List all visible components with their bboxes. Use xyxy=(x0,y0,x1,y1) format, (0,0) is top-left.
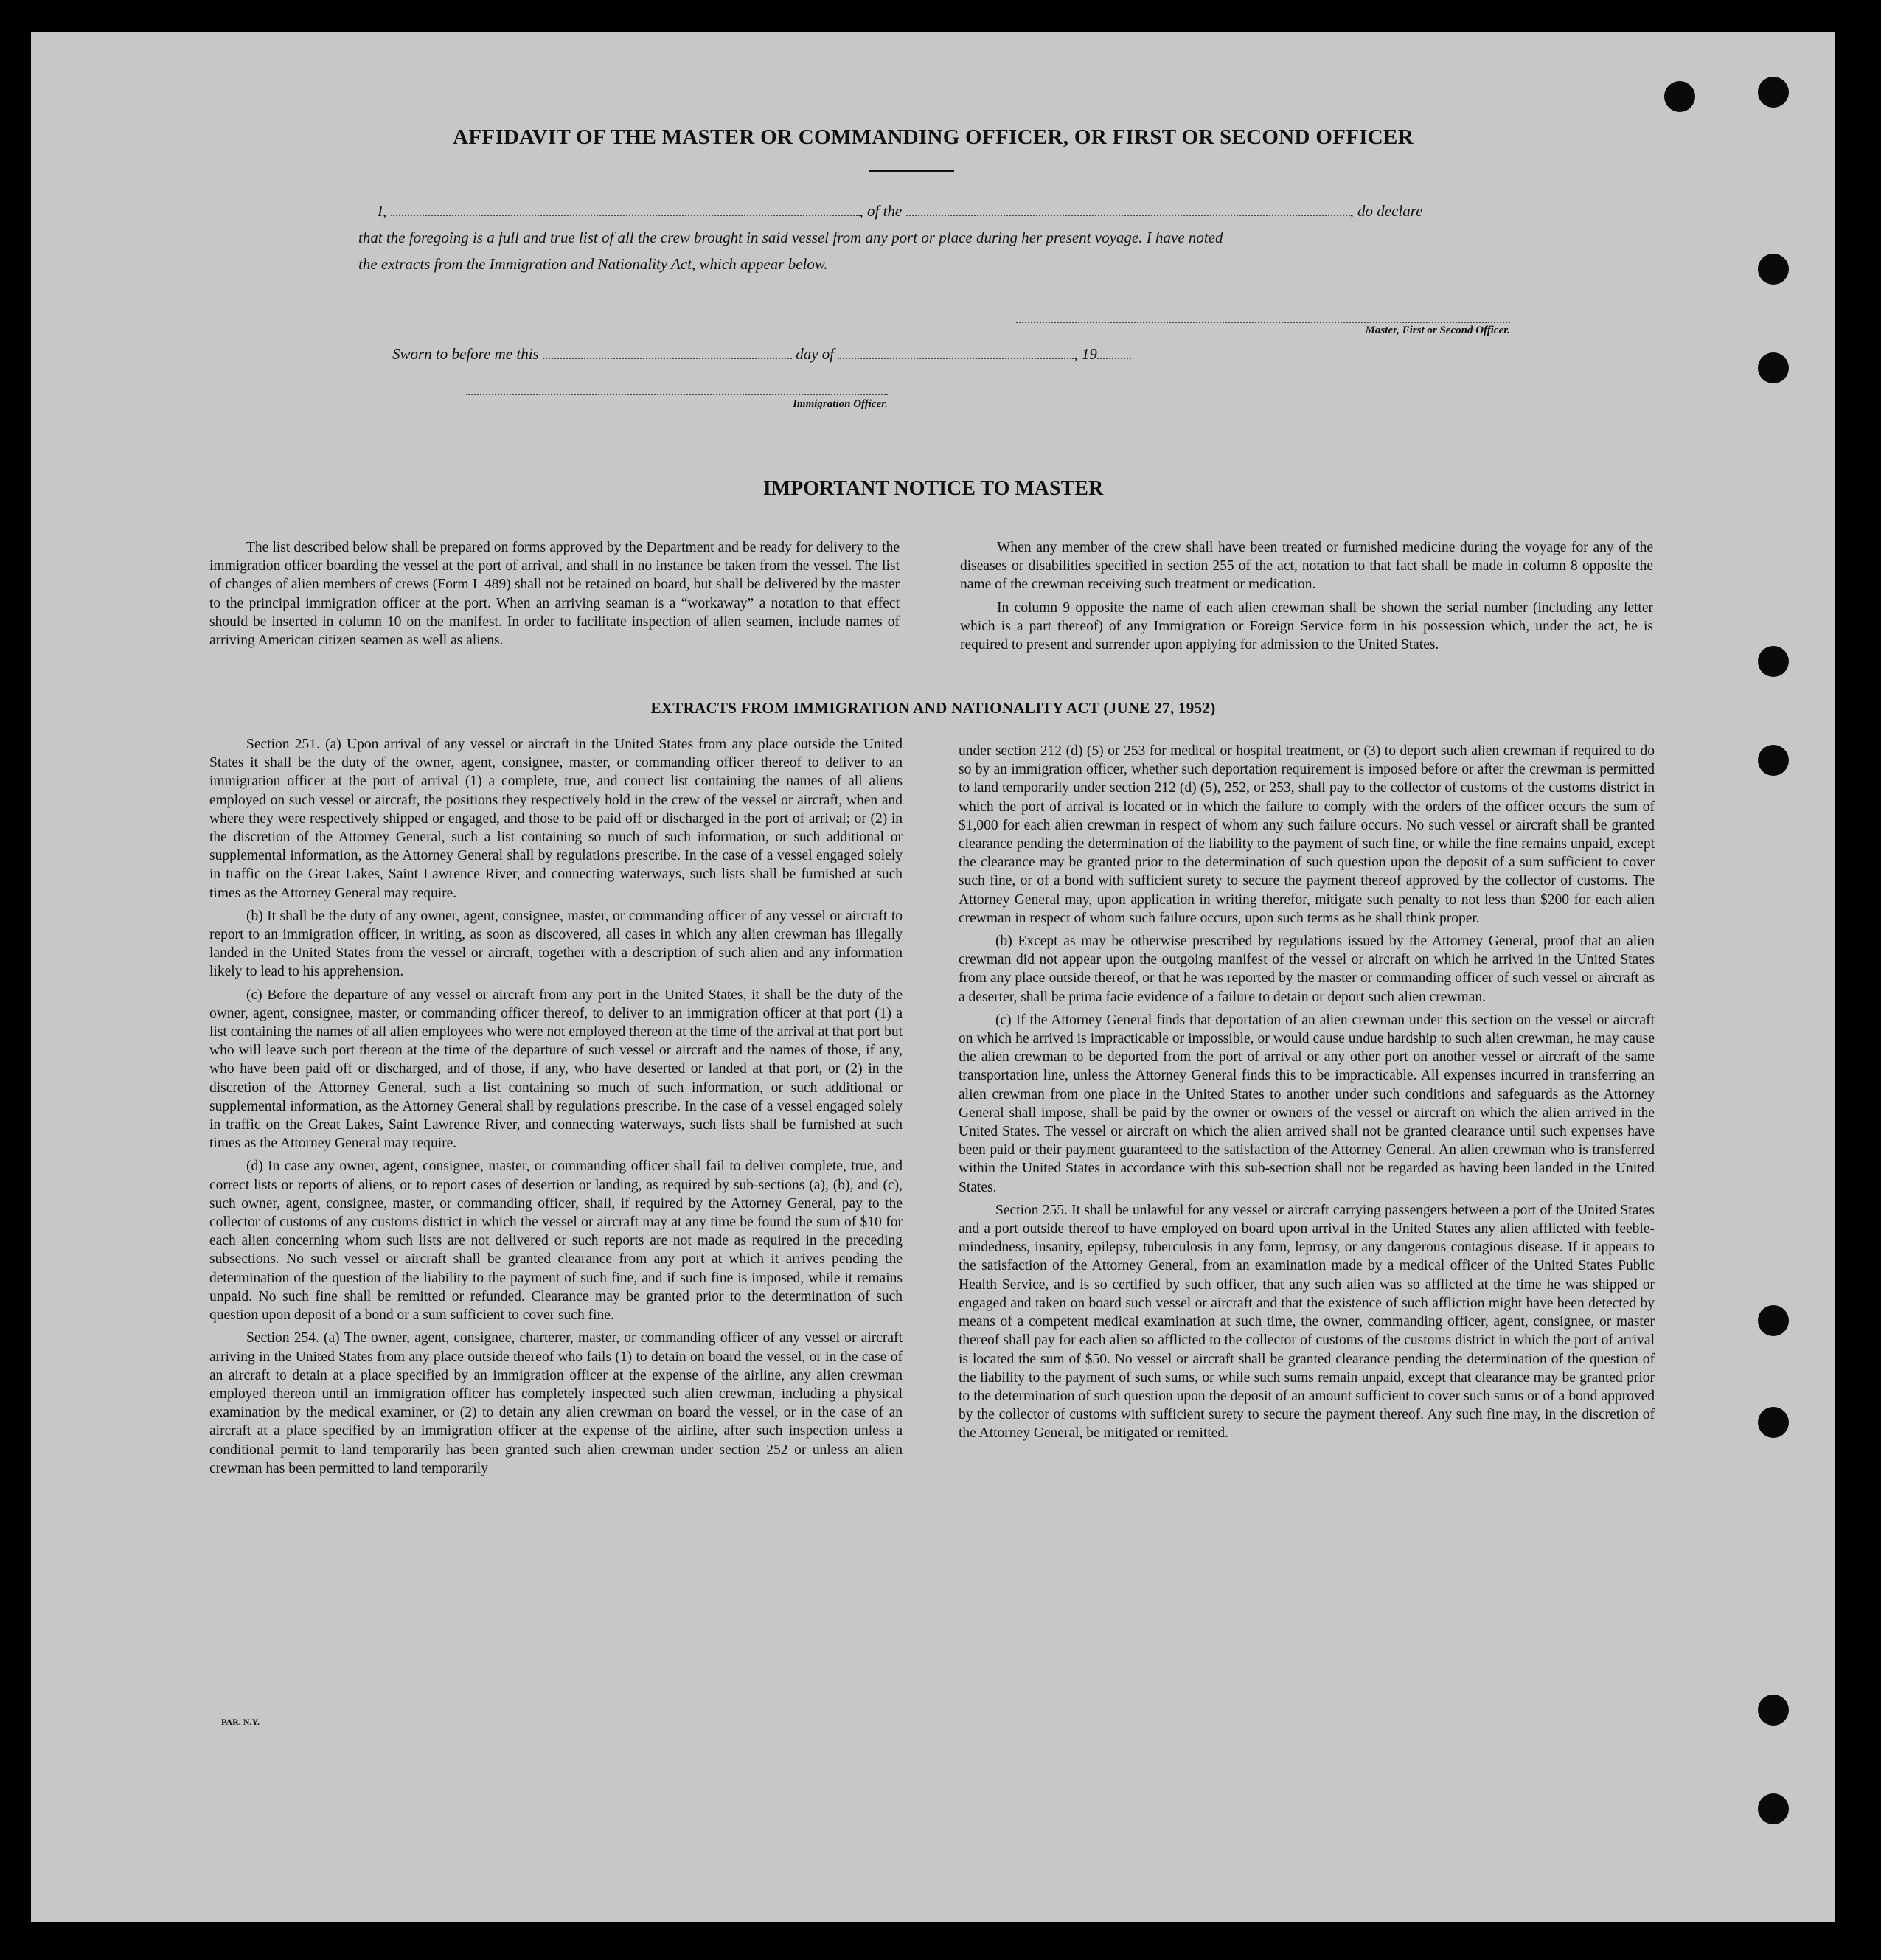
declaration-line xyxy=(378,198,1484,224)
affidavit-title: AFFIDAVIT OF THE MASTER OR COMMANDING OFFICER, OR FIRST OR SECOND OFFICER xyxy=(453,125,1414,149)
document-page xyxy=(31,32,1835,1922)
title-rule xyxy=(869,170,954,172)
section-254-a-continued: under section 212 (d) (5) or 253 for medical or hospital treatment, or (3) to deport such alien crewman if required to do so by an immigration officer, whether such deportation requirement is imposed before or after the crewman is permitted to land temporarily under section 212 (d) (5), 252, or 253, shall pay to the collector of customs of the customs district in which the port of arrival is located or in which the failure to comply with the orders of the officer occurs the sum of $1,000 for each alien crewman in respect of whom any such failure occurs. No such vessel or aircraft shall be granted clearance pending the determination of the liability to the payment of such fine, or while the fine remains unpaid, except the clearance may be granted prior to the determination of such question upon the deposit of a sum sufficient to cover such fine, or of a bond with sufficient surety to secure the payment thereof approved by the collector of customs. The Attorney General may, upon application in writing therefor, mitigate such penalty to not less than $200 for each alien crewman in respect of whom such failure occurs, upon such terms as he shall think proper. xyxy=(959,743,1655,926)
notice-right-paragraph-1: When any member of the crew shall have been treated or furnished medicine during the voyage for any of the diseases or disabilities specified in section 255 of the act, notation to that fact shall be made in column 8 opposite the name of the crewman receiving such treatment or medication. xyxy=(960,540,1653,593)
declaration-line-2: that the foregoing is a full and true list of all the crew brought in said vessel from any port or place during her present voyage. I have noted xyxy=(358,229,1223,246)
declare-i-label: I, xyxy=(378,202,387,220)
master-signature-caption: Master, First or Second Officer. xyxy=(1365,324,1510,336)
extracts-right-column xyxy=(959,742,1655,1448)
sworn-month-blank[interactable] xyxy=(838,355,1074,359)
notice-right-paragraph-2: In column 9 opposite the name of each alien crewman shall be shown the serial number (including any letter which is a part thereof) of any Immigration or Foreign Service form in his possession which, under the act, he is required to present and surrender upon applying for admission to the United States. xyxy=(960,600,1653,653)
section-255: Section 255. It shall be unlawful for any vessel or aircraft carrying passengers between a port of the United States and a port outside thereof to have employed on board upon arrival in the United States any alien afflicted with feeble-mindedness, insanity, epilepsy, tuberculosis in any form, leprosy, or any dangerous contagious disease. If it appears to the satisfaction of the Attorney General, from an examination made by a medical officer of the United States Public Health Service, and is so certified by such officer, that any such alien was so afflicted at the time he was shipped or engaged and taken on board such vessel or aircraft and that the existence of such affliction might have been detected by means of a competent medical examination at such time, the owner, commanding officer, agent, consignee, or master thereof shall pay for each alien so afflicted to the collector of customs of the customs district in which the port of arrival is located the sum of $50. No vessel or aircraft shall be granted clearance pending the determination of the question of the liability to the payment of such sums, or while such sums remain unpaid, except that clearance may be granted prior to the determination of such question upon the deposit of an amount sufficient to cover such sums or of a bond approved by the collector of customs with sufficient surety to secure the payment thereof. Any such fine may, in the discretion of the Attorney General, be mitigated or remitted. xyxy=(959,1202,1655,1442)
notice-left-column xyxy=(209,538,900,654)
punch-hole xyxy=(1758,1793,1789,1824)
sworn-day-blank[interactable] xyxy=(543,355,792,359)
sworn-year-blank[interactable] xyxy=(1097,355,1131,359)
punch-hole xyxy=(1758,1695,1789,1726)
section-251-c: (c) Before the departure of any vessel or aircraft from any port in the United States, it shall be the duty of the owner, agent, consignee, master, or commanding officer thereof, to deliver to an immigration officer at that port (1) a list containing the names of all alien employees who were not employed thereon at the time of the arrival at that port but who will leave such port thereon at the time of the departure of such vessel or aircraft and the names of those, if any, who have been paid off or discharged, and of those, if any, who have deserted or landed at that port, or (2) in the discretion of the Attorney General, such a list containing so much of such information, or such additional or supplemental information, as the Attorney General shall by regulations prescribe. In the case of a vessel engaged solely in traffic on the Great Lakes, Saint Lawrence River, and connecting waterways, such lists shall be furnished at such times as the Attorney General may require. xyxy=(209,987,903,1152)
extracts-left-column xyxy=(209,735,903,1482)
sworn-prefix-label: Sworn to before me this xyxy=(392,345,539,363)
punch-hole xyxy=(1758,254,1789,285)
extracts-title: EXTRACTS FROM IMMIGRATION AND NATIONALITY ACT (JUNE 27, 1952) xyxy=(650,699,1216,717)
master-signature-line[interactable] xyxy=(1016,322,1510,323)
punch-hole xyxy=(1758,352,1789,383)
section-251-d: (d) In case any owner, agent, consignee, master, or commanding officer shall fail to deliver complete, true, and correct lists or reports of aliens, or to report cases of desertion or landing, as required by sub-sections (a), (b), and (c), such owner, agent, consignee, master, or commanding officer, shall, if required by the Attorney General, pay to the collector of customs of any customs district in which the vessel or aircraft may at any time be found the sum of $10 for each alien concerning whom such lists are not delivered or such reports are not made as required in the preceding subsections. No such vessel or aircraft shall be granted clearance from any port at which it arrives pending the determination of the question of the liability to the payment of such fine, and if such fine is imposed, while it remains unpaid. No such fine shall be remitted or refunded. Clearance may be granted prior to the determination of such question upon deposit of a bond or a sum sufficient to cover such fine. xyxy=(209,1158,903,1324)
punch-hole xyxy=(1758,646,1789,677)
section-254-b: (b) Except as may be otherwise prescribed by regulations issued by the Attorney General, proof that an alien crewman did not appear upon the outgoing manifest of the vessel or aircraft on which he arrived in the United States from any place outside thereof, or that he was reported by the master or commanding officer of such vessel or aircraft as a deserter, shall be prima facie evidence of a failure to detain or deport such alien crewman. xyxy=(959,934,1655,1005)
do-declare-label: , do declare xyxy=(1349,202,1423,220)
sworn-line xyxy=(392,341,1277,367)
punch-hole xyxy=(1758,1305,1789,1336)
section-251-a: Section 251. (a) Upon arrival of any vessel or aircraft in the United States from any place outside the United States it shall be the duty of the owner, agent, consignee, master, or commanding officer thereof to deliver to an immigration officer at the port of arrival (1) a complete, true, and correct list containing the names of all aliens employed on such vessel or aircraft, the positions they respectively hold in the crew of the vessel or aircraft, when and where they were respectively shipped or engaged, and those to be paid off or discharged in the port of arrival; or (2) in the discretion of the Attorney General, such a list containing so much of such information, or such additional or supplemental information, as the Attorney General shall by regulations prescribe. In the case of a vessel engaged solely in traffic on the Great Lakes, Saint Lawrence River, and connecting waterways, such lists shall be furnished at such times as the Attorney General may require. xyxy=(209,737,903,901)
declaration-line-3: the extracts from the Immigration and Nationality Act, which appear below. xyxy=(358,255,828,273)
of-the-label: , of the xyxy=(859,202,903,220)
year-label: , 19 xyxy=(1074,345,1097,363)
vessel-name-blank[interactable] xyxy=(906,212,1350,216)
officer-signature-line[interactable] xyxy=(466,394,888,395)
printer-mark: PAR. N.Y. xyxy=(221,1717,260,1727)
section-254-a: Section 254. (a) The owner, agent, consignee, charterer, master, or commanding officer of any vessel or aircraft arriving in the United States from any place outside thereof who fails (1) to detain on board the vessel, or in the case of an aircraft to detain at a place specified by an immigration officer at the expense of the airline, any alien crewman employed thereon until an immigration officer has completely inspected such alien crewman, including a physical examination by the medical examiner, or (2) to detain any alien crewman on board the vessel, or in the case of an aircraft at a place specified by an immigration officer at the expense of the airline, after such inspection unless a conditional permit to land temporarily has been granted such alien crewman under section 252 or unless an alien crewman has been permitted to land temporarily xyxy=(209,1330,903,1476)
day-of-label: day of xyxy=(796,345,835,363)
punch-hole xyxy=(1664,81,1695,112)
section-254-c: (c) If the Attorney General finds that deportation of an alien crewman under this section on the vessel or aircraft on which he arrived is impracticable or impossible, or would cause undue hardship to such alien crewman, he may cause the alien crewman to be deported from the port of arrival or any other port on another vessel or aircraft of the same transportation line, unless the Attorney General finds this to be impracticable. All expenses incurred in transferring an alien crewman from one place in the United States to another under such conditions and safeguards as the Attorney General shall impose, shall be paid by the owner or owners of the vessel or aircraft on which the alien arrived in the United States. The vessel or aircraft on which the alien arrived shall not be granted clearance until such expenses have been paid or their payment guaranteed to the satisfaction of the Attorney General. An alien crewman who is transferred within the United States in accordance with this sub-section shall not be regarded as having been landed in the United States. xyxy=(959,1012,1655,1195)
officer-signature-caption: Immigration Officer. xyxy=(793,398,888,410)
notice-right-column xyxy=(960,538,1653,658)
notice-title: IMPORTANT NOTICE TO MASTER xyxy=(762,477,1104,500)
declarant-name-blank[interactable] xyxy=(391,212,860,216)
notice-left-paragraph: The list described below shall be prepared on forms approved by the Department and be ready for delivery to the immigration officer boarding the vessel at the port of arrival, and shall in no instance be taken from the vessel. The list of changes of alien members of crews (Form I–489) shall not be retained on board, but shall be delivered by the master to the principal immigration officer at the port. When an arriving seaman is a “workaway” a notation to that effect should be inserted in column 10 on the manifest. In order to facilitate inspection of alien seamen, include names of arriving American citizen seamen as well as aliens. xyxy=(209,540,900,649)
section-251-b: (b) It shall be the duty of any owner, agent, consignee, master, or commanding officer of any vessel or aircraft to report to an immigration officer, in writing, as soon as discovered, all cases in which any alien crewman has illegally landed in the United States from the vessel or aircraft, together with a description of such alien and any information likely to lead to his apprehension. xyxy=(209,908,903,980)
punch-hole xyxy=(1758,77,1789,108)
punch-hole xyxy=(1758,745,1789,776)
punch-hole xyxy=(1758,1407,1789,1438)
